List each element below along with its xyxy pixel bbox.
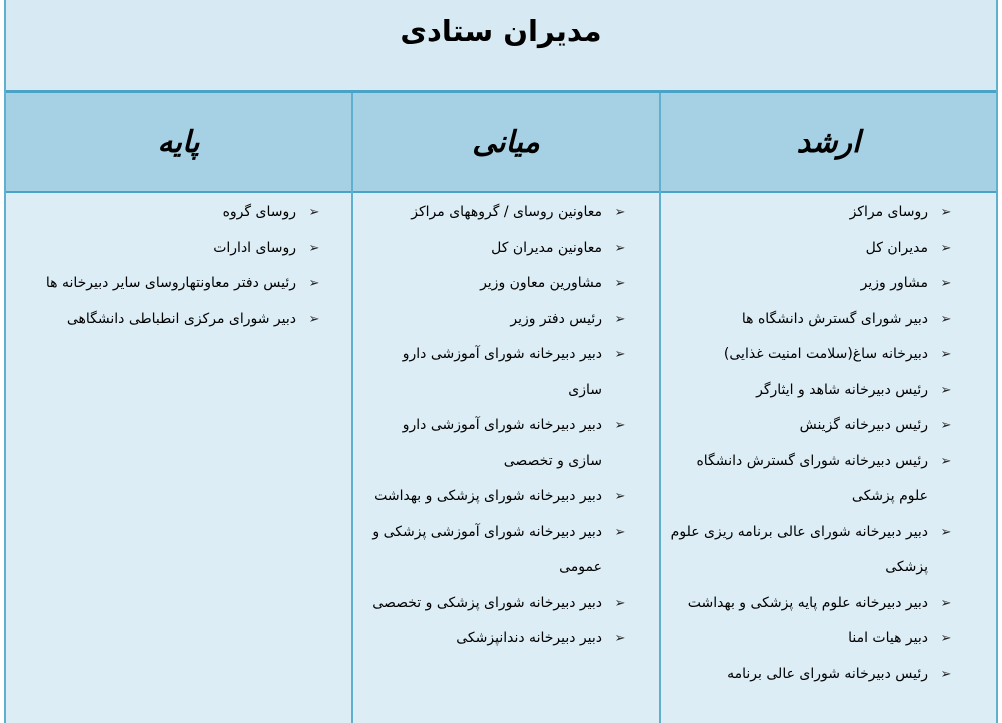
arrow-bullet-icon: ➢ [308,240,320,256]
list-item: ➢ دبیر دبیرخانه دندانپزشکی [366,621,628,657]
senior-list [668,195,954,692]
arrow-bullet-icon: ➢ [614,205,626,220]
column-divider [659,93,661,723]
arrow-bullet-icon: ➢ [614,276,626,291]
header-row [6,93,996,193]
list-item: ➢ دبیر دبیرخانه علوم پایه پزشکی و بهداشت [668,586,954,622]
arrow-bullet-icon: ➢ [308,311,320,327]
list-item: ➢ دبیر دبیرخانه شورای آموزشی دارو سازی و تخصصی [366,408,628,479]
list-item: ➢ معاونین مدیران کل [366,231,628,267]
arrow-bullet-icon: ➢ [940,311,952,327]
column-divider [351,93,353,723]
list-item: ➢ رئیس دبیرخانه شورای گسترش دانشگاه علوم پزشکی [668,444,954,515]
list-item: ➢ مشاور وزیر [668,266,954,302]
arrow-bullet-icon: ➢ [940,276,952,291]
arrow-bullet-icon: ➢ [308,205,320,220]
list-item: ➢ روسای مراکز [668,195,954,231]
arrow-bullet-icon: ➢ [614,524,626,540]
list-item: ➢ رئیس دبیرخانه گزینش [668,408,954,444]
arrow-bullet-icon: ➢ [308,276,320,291]
list-item: ➢ رئیس دفتر وزیر [366,302,628,338]
column-heading-base: پایه [157,124,200,160]
arrow-bullet-icon: ➢ [940,631,952,646]
list-item: ➢ دبیر شورای گسترش دانشگاه ها [668,302,954,338]
arrow-bullet-icon: ➢ [940,524,952,540]
arrow-bullet-icon: ➢ [614,311,626,327]
arrow-bullet-icon: ➢ [940,205,952,220]
list-item: ➢ رئیس دفتر معاونتهاروسای سایر دبیرخانه ها [18,266,322,302]
column-heading-senior: ارشد [796,124,861,160]
list-item: ➢ دبیر دبیرخانه شورای عالی برنامه ریزی علوم پزشکی [668,515,954,586]
list-item: ➢ دبیر دبیرخانه شورای پزشکی و تخصصی [366,586,628,622]
column-heading-middle: میانی [472,124,540,160]
arrow-bullet-icon: ➢ [614,347,626,362]
column-middle [366,195,628,723]
list-item: ➢ روسای گروه [18,195,322,231]
list-item: ➢ دبیر شورای مرکزی انطباطی دانشگاهی [18,302,322,338]
list-item: ➢ مدیران کل [668,231,954,267]
column-base [18,195,322,723]
list-item: ➢ معاونین روسای / گروههای مراکز [366,195,628,231]
title-row [6,0,996,93]
list-item: ➢ دبیر دبیرخانه شورای پزشکی و بهداشت [366,479,628,515]
arrow-bullet-icon: ➢ [940,347,952,362]
middle-list [366,195,628,657]
list-item: ➢ دبیر دبیرخانه شورای آموزشی دارو سازی [366,337,628,408]
column-senior [668,195,954,723]
list-item: ➢ دبیرخانه ساغ(سلامت امنیت غذایی) [668,337,954,373]
arrow-bullet-icon: ➢ [940,453,952,469]
arrow-bullet-icon: ➢ [940,666,952,682]
arrow-bullet-icon: ➢ [940,382,952,398]
list-item: ➢ روسای ادارات [18,231,322,267]
list-item: ➢ رئیس دبیرخانه شاهد و ایثارگر [668,373,954,409]
list-item: ➢ دبیر هیات امنا [668,621,954,657]
arrow-bullet-icon: ➢ [614,631,626,646]
arrow-bullet-icon: ➢ [940,240,952,256]
list-item: ➢ دبیر دبیرخانه شورای آموزشی پزشکی و عمومی [366,515,628,586]
arrow-bullet-icon: ➢ [614,418,626,433]
arrow-bullet-icon: ➢ [940,418,952,433]
arrow-bullet-icon: ➢ [614,595,626,611]
list-item: ➢ مشاورین معاون وزیر [366,266,628,302]
arrow-bullet-icon: ➢ [614,240,626,256]
arrow-bullet-icon: ➢ [614,489,626,504]
base-list [18,195,322,337]
list-item: ➢ رئیس دبیرخانه شورای عالی برنامه [668,657,954,693]
table-title: مدیران ستادی [400,14,602,48]
managers-table [4,0,998,723]
arrow-bullet-icon: ➢ [940,595,952,611]
